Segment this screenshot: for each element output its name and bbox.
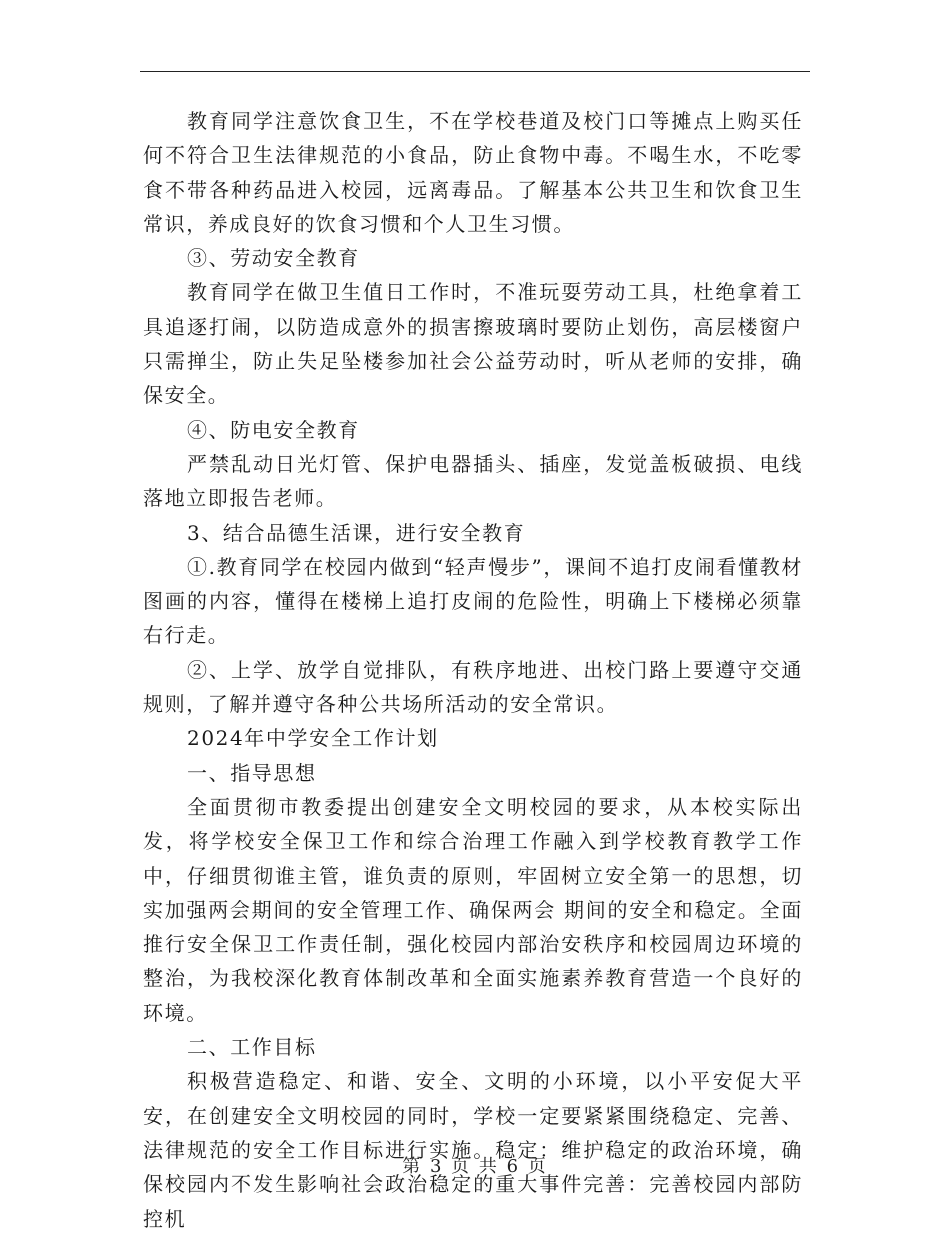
- heading-moral-class: 3、结合品德生活课，进行安全教育: [187, 520, 526, 545]
- heading-guiding-thought: 一、指导思想: [187, 760, 317, 785]
- paragraph-quiet-walking: ①.教育同学在校园内做到“轻声慢步”，课间不追打皮闹看懂教材图画的内容，懂得在楼梯上追打皮闹的危险性，明确上下楼梯必须靠右行走。: [143, 554, 803, 648]
- paragraph-guiding-thought: 全面贯彻市教委提出创建安全文明校园的要求，从本校实际出发，将学校安全保卫工作和综合治理工作融入到学校教育教学工作中，仔细贯彻谁主管，谁负责的原则，牢固树立安全第一的思想，切实加强两会期间的安全管理工作、确保两会 期间的安全和稳定。全面推行安全保卫工作责任制，强化校园内部治安秩序和校园周边环境的整治，为我校深化教育体制改革和全面实施素养教育营造一个良好的环境。: [143, 794, 803, 1025]
- heading-electric-safety: ④、防电安全教育: [187, 417, 360, 442]
- heading-labor-safety: ③、劳动安全教育: [187, 246, 360, 271]
- page-number-footer: 第 3 页 共 6 页: [402, 1156, 548, 1177]
- heading-work-goals: 二、工作目标: [187, 1035, 317, 1060]
- paragraph-queue-traffic: ②、上学、放学自觉排队，有秩序地进、出校门路上要遵守交通规则，了解并遵守各种公共场所活动的安全常识。: [143, 657, 803, 717]
- paragraph-electric-safety: 严禁乱动日光灯管、保护电器插头、插座，发觉盖板破损、电线落地立即报告老师。: [143, 451, 803, 511]
- document-body: [143, 104, 803, 1236]
- section-title-plan: 2024年中学安全工作计划: [187, 726, 439, 751]
- paragraph-food-hygiene: 教育同学注意饮食卫生，不在学校巷道及校门口等摊点上购买任何不符合卫生法律规范的小食品，防止食物中毒。不喝生水，不吃零食不带各种药品进入校园，远离毒品。了解基本公共卫生和饮食卫生常识，养成良好的饮食习惯和个人卫生习惯。: [143, 109, 803, 236]
- paragraph-labor-safety: 教育同学在做卫生值日工作时，不准玩耍劳动工具，杜绝拿着工具追逐打闹，以防造成意外的损害擦玻璃时要防止划伤，高层楼窗户只需掸尘，防止失足坠楼参加社会公益劳动时，听从老师的安排，确保安全。: [143, 280, 803, 408]
- paragraph-work-goals: 积极营造稳定、和谐、安全、文明的小环境，以小平安促大平安，在创建安全文明校园的同时，学校一定要紧紧围绕稳定、完善、法律规范的安全工作目标进行实施。稳定：维护稳定的政治环境，确保校园内不发生影响社会政治稳定的重大事件完善：完善校园内部防控机: [143, 1069, 803, 1231]
- header-rule: [140, 71, 810, 72]
